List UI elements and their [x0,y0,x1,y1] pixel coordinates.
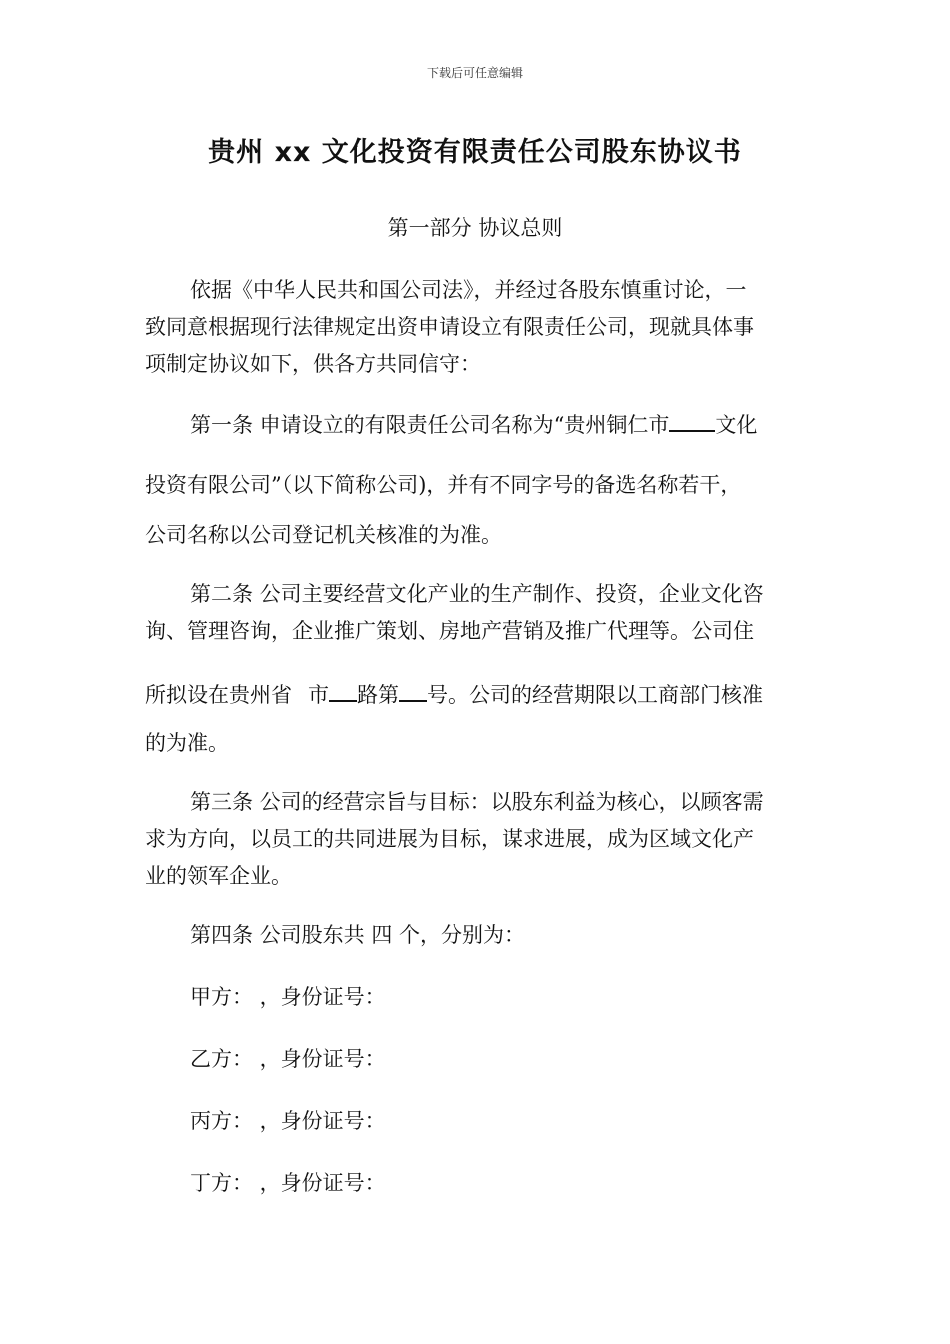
article-3-line-1: 第三条 公司的经营宗旨与目标：以股东利益为核心，以顾客需 [190,790,764,814]
article-2-line-3 [145,678,763,710]
header-note: 下载后可任意编辑 [426,66,523,80]
article-1-line-2: 投资有限公司”（以下简称公司)，并有不同字号的备选名称若干， [145,473,742,497]
blank-underline [669,408,715,432]
section-title: 第一部分 协议总则 [387,216,563,240]
article-2-text-d: 号。公司的经营期限以工商部门核准 [427,683,763,707]
article-1-line-3: 公司名称以公司登记机关核准的为准。 [145,523,502,547]
preamble-line-2: 致同意根据现行法律规定出资申请设立有限责任公司，现就具体事 [145,315,754,339]
blank-underline [399,678,427,702]
article-2-text-b: 市 [308,683,329,707]
article-1-line-1 [190,408,757,440]
article-3-line-2: 求为方向，以员工的共同进展为目标，谋求进展，成为区域文化产 [145,827,754,851]
document-title: 贵州 xx 文化投资有限责任公司股东协议书 [208,137,742,168]
article-2-text-c: 路第 [357,683,399,707]
party-jia: 甲方： ，身份证号： [190,985,386,1009]
article-2-line-4: 的为准。 [145,731,229,755]
preamble-line-3: 项制定协议如下，供各方共同信守： [145,352,481,376]
article-2-line-2: 询、管理咨询，企业推广策划、房地产营销及推广代理等。公司住 [145,619,754,643]
article-4-line: 第四条 公司股东共 四 个，分别为： [190,923,526,947]
party-ding: 丁方： ，身份证号： [190,1171,386,1195]
article-3-line-3: 业的领军企业。 [145,864,292,888]
party-yi: 乙方： ，身份证号： [190,1047,386,1071]
article-1-text-b: 文化 [715,413,758,437]
article-2-text-a: 所拟设在贵州省 [145,683,292,707]
article-2-line-1: 第二条 公司主要经营文化产业的生产制作、投资，企业文化咨 [190,582,764,606]
article-1-text-a: 第一条 申请设立的有限责任公司名称为“贵州铜仁市 [190,413,670,437]
preamble-line-1: 依据《中华人民共和国公司法》，并经过各股东慎重讨论，一 [190,278,747,302]
party-bing: 丙方： ，身份证号： [190,1109,386,1133]
blank-underline [329,678,357,702]
